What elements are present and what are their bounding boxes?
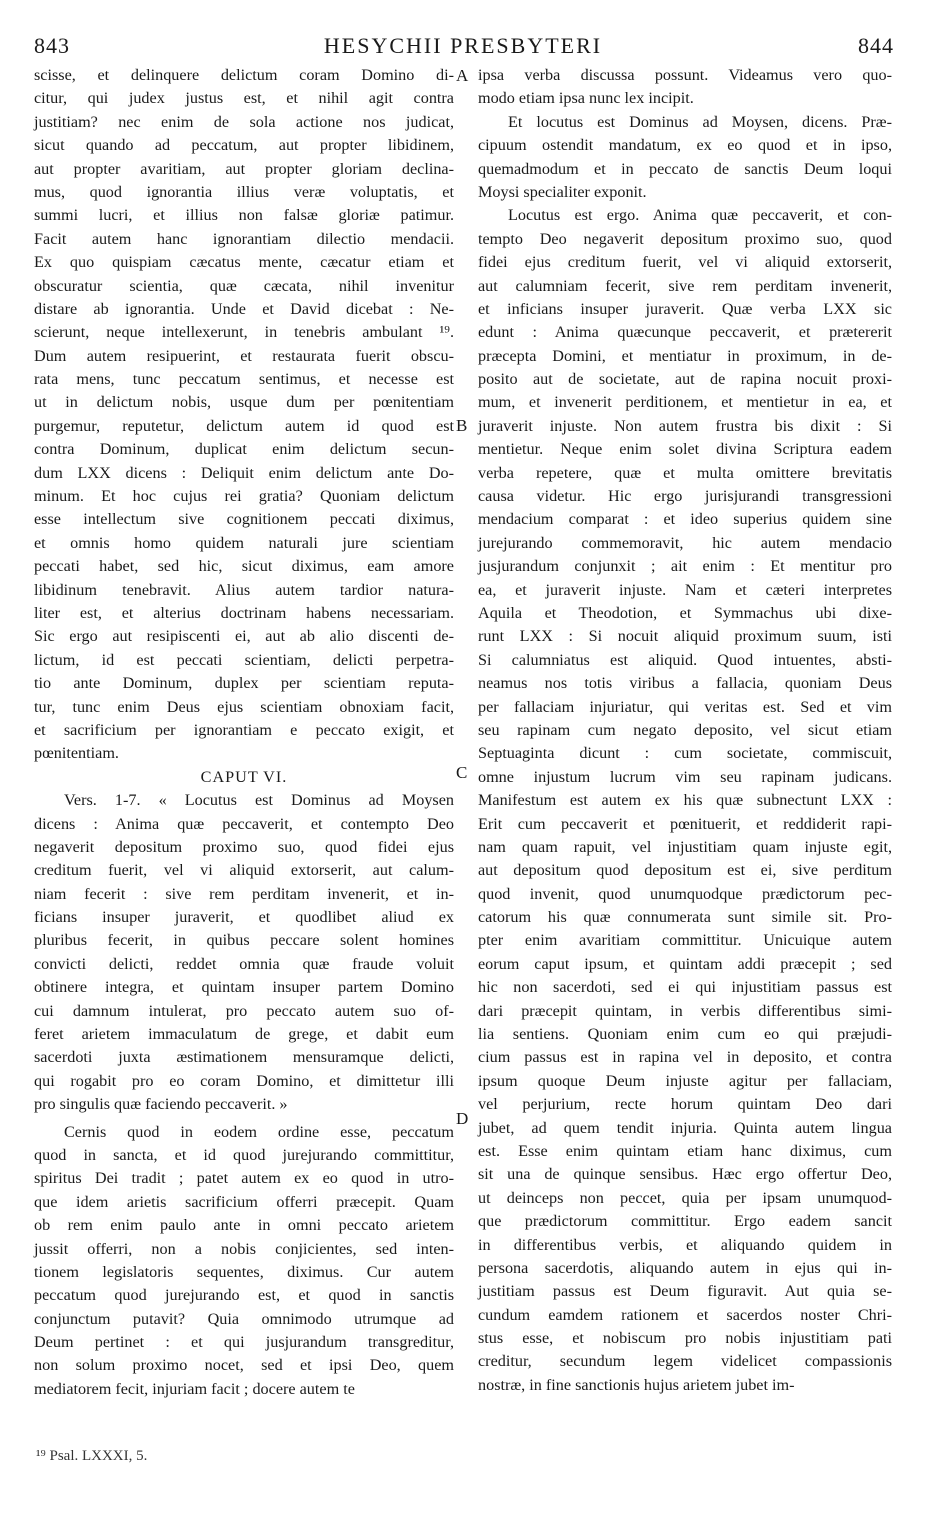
text-line: fidei ejus creditum fuerit, vel vi aliquid extorserit, [478, 253, 892, 272]
text-line: sicut quando ad peccatum, aut propter libidinem, [34, 136, 454, 155]
text-line: ea, et juraverit injuste. Nam et cæteri interpretes [478, 580, 892, 599]
text-line: runt LXX : Si nocuit aliquid proximum suum, isti [478, 627, 892, 646]
text-line: nam quam rapuit, vel injustitiam quam injuste egit, [478, 837, 892, 856]
text-line: edunt : Anima quæcunque peccaverit, et prætererit [478, 323, 892, 342]
text-line: ut in delictum nobis, usque dum per pœnitentiam [34, 393, 454, 412]
text-line: peccati habet, sed hic, sicut diximus, eam amore [34, 557, 454, 576]
page-number-right: 844 [858, 33, 894, 58]
text-line: omne injustum lucrum vim seu rapinam judicans. [478, 767, 892, 786]
margin-marker-b: B [456, 416, 468, 435]
text-line: Septuaginta dicunt : cum societate, commiscuit, [478, 744, 892, 763]
text-line: ficians insuper juraverit, et quodlibet aliud ex [34, 908, 454, 927]
text-line: cium passus est in rapina vel in deposito, et contra [478, 1048, 892, 1067]
text-line: tempto Deo negaverit depositum proximo suo, quod [478, 229, 892, 248]
text-line: distare ab ignorantia. Unde et David dicebat : Ne- [34, 299, 454, 318]
text-line: creditur, secundum legem videlicet compassionis [478, 1352, 892, 1371]
text-line: in differentibus verbis, et aliquando quidem in [478, 1235, 892, 1254]
text-line: creditum fuerit, vel vi aliquid extorserit, aut calum- [34, 861, 454, 880]
margin-marker-d: D [456, 1109, 469, 1128]
text-line: nostræ, in fine sanctionis hujus arietem jubet im- [478, 1375, 795, 1394]
text-line: mendacium comparat : et ideo superius quidem sine [478, 510, 892, 529]
text-line: justitiam? nec enim de sola actione nos judicat, [34, 112, 454, 131]
text-line: hic non sacerdoti, sed ei qui injustitiam passus est [478, 978, 892, 997]
text-line: et omnis homo quidem naturali jure scientiam [34, 533, 454, 552]
text-line: dari præcepit quintam, in verbis differentibus simi- [478, 1001, 892, 1020]
text-line: Ex quo quispiam cæcatus mente, cæcatur etiam et [34, 253, 454, 272]
right-column [478, 64, 892, 1397]
left-column [34, 64, 454, 1401]
text-line: purgemur, reputetur, delictum autem id quod est [34, 416, 454, 435]
chapter-heading: CAPUT VI. [200, 767, 288, 786]
text-line: ipsum quoque Deum injuste agitur per fallaciam, [478, 1071, 892, 1090]
text-line: convicti delicti, reddet omnia quæ fraude voluit [34, 954, 454, 973]
text-line: scierunt, neque intellexerunt, in tenebris ambulant ¹⁹. [34, 323, 454, 342]
text-line: causa videtur. Hic ergo jurisjurandi transgressioni [478, 487, 892, 506]
text-line: pluribus fecerit, in quibus peccare solent homines [34, 931, 454, 950]
text-line: non solum proximo nocet, sed et ipsi Deo, quem [34, 1356, 454, 1375]
text-line: dum LXX dicens : Deliquit enim delictum ante Do- [34, 463, 454, 482]
text-line: feret arietem immaculatum de grege, et dabit eum [34, 1025, 454, 1044]
text-line: justitiam passus est Deum figuravit. Aut quia se- [478, 1282, 892, 1301]
text-line: Sic ergo aut resipiscenti ei, aut ab alio discenti de- [34, 627, 454, 646]
text-line: sacerdoti juxta æstimationem mensuramque delicti, [34, 1048, 454, 1067]
text-line: tur, tunc enim Deus ejus scientiam obnoxiam facit, [34, 697, 454, 716]
text-line: verba repetere, quæ et multa omittere brevitatis [478, 463, 892, 482]
text-line: liter est, et alterius doctrinam habens necessariam. [34, 603, 454, 622]
text-line: que prædictorum committitur. Ergo eadem sancit [478, 1212, 892, 1231]
text-line: niam fecerit : sive rem perditam invenerit, et in- [34, 884, 454, 903]
margin-marker-c: C [456, 763, 468, 782]
text-line: peccatum quod jurejurando est, et quod in sanctis [34, 1286, 454, 1305]
text-line: scisse, et delinquere delictum coram Domino di- [34, 66, 454, 84]
text-line: cui damnum intulerat, pro peccato autem suo of- [34, 1001, 454, 1020]
text-line: mum, et invenerit perditionem, et mentietur in ea, et [478, 393, 892, 412]
text-line: lia sentiens. Quoniam enim cum eo qui præjudi- [478, 1025, 892, 1044]
text-line: sit una de quinque sensibus. Hæc ergo offertur Deo, [478, 1165, 892, 1184]
text-line: pter enim avaritiam committitur. Unicuique autem [478, 931, 892, 950]
text-line: vel perjurium, recte horum quintam Deo dari [478, 1095, 892, 1114]
text-line: aut depositum quod depositum est ei, sive perditum [478, 861, 892, 880]
text-line: Et locutus est Dominus ad Moysen, dicens. Præ- [508, 112, 892, 131]
text-line: qui rogabit pro eo coram Domino, et dimittetur illi [34, 1071, 454, 1090]
text-line: ipsa verba discussa possunt. Videamus vero quo- [478, 66, 892, 84]
text-line: aut calumniam fecerit, sive rem perditam invenerit, [478, 276, 892, 295]
text-line: obtinere integra, et quintam insuper partem Domino [34, 978, 454, 997]
text-line: ut deinceps non peccet, quia per ipsam unumquod- [478, 1188, 892, 1207]
text-line: lictum, id est peccati scientiam, delicti perpetra- [34, 650, 454, 669]
text-line: mus, quod ignorantia illius veræ voluptatis, et [34, 182, 454, 201]
text-line: Manifestum est autem ex his quæ subnectunt LXX : [478, 791, 892, 810]
text-line: contra Dominum, duplicat enim delictum secun- [34, 440, 454, 459]
text-line: præcepta Domini, et mentiatur in proximum, in de- [478, 346, 892, 365]
text-line: minum. Et hoc cujus rei gratia? Quoniam delictum [34, 487, 454, 506]
text-line: pro singulis quæ faciendo peccaverit. » [34, 1095, 288, 1114]
text-line: Vers. 1-7. « Locutus est Dominus ad Moysen [64, 791, 454, 810]
text-line: Locutus est ergo. Anima quæ peccaverit, et con- [508, 206, 892, 225]
running-title: HESYCHII PRESBYTERI [323, 33, 603, 58]
text-line: stus esse, et nobiscum pro nobis injustitiam pati [478, 1329, 892, 1348]
text-line: dicens : Anima quæ peccaverit, et contempto Deo [34, 814, 454, 833]
text-line: Facit autem hanc ignorantiam dilectio mendacii. [34, 229, 454, 248]
text-line: quemadmodum et in peccato de sanctis Deum loqui [478, 159, 892, 178]
text-line: jubet, ad quem tendit injuria. Quinta autem lingua [478, 1118, 892, 1137]
text-line: est. Esse enim quintam etiam hanc diximus, cum [478, 1141, 892, 1160]
text-line: Cernis quod in eodem ordine esse, peccatum [64, 1122, 454, 1141]
text-line: que idem arietis sacrificium offerri præcepit. Quam [34, 1192, 454, 1211]
text-line: Deum pertinet : et qui jusjurandum transgreditur, [34, 1333, 454, 1352]
text-line: conjunctum putavit? Quia omnimodo utrumque ad [34, 1309, 454, 1328]
text-line: quod in sancta, et id quod jurejurando committitur, [34, 1145, 454, 1164]
text-line: Si calumniatus est aliquid. Quod intuentes, absti- [478, 650, 892, 669]
text-line: eorum caput ipsum, et quintam addi præcepit ; sed [478, 954, 892, 973]
text-line: esse intellectum sive cognitionem peccati diximus, [34, 510, 454, 529]
text-line: Moysi specialiter exponit. [478, 182, 647, 201]
text-line: Erit cum peccaverit et pœnituerit, et reddiderit rapi- [478, 814, 892, 833]
text-line: summi lucri, et illius non falsæ gloriæ patimur. [34, 206, 454, 225]
text-line: cipuum ostendit mandatum, ex eo quod et in ipso, [478, 136, 892, 155]
text-line: per fallaciam injuriatur, qui veritas est. Sed et vim [478, 697, 892, 716]
text-line: tionem legislatoris sequentes, diximus. Cur autem [34, 1262, 454, 1281]
text-line: mentietur. Neque enim solet divina Scriptura eadem [478, 440, 892, 459]
text-line: mediatorem fecit, injuriam facit ; docere autem te [34, 1379, 355, 1398]
text-line: jurejurando commemoravit, hic autem mendacio [478, 533, 892, 552]
text-line: posito aut de societate, aut de rapina nocuit proxi- [478, 370, 892, 389]
footnote: ¹⁹ Psal. LXXXI, 5. [36, 1448, 148, 1464]
page-number-left: 843 [34, 33, 70, 58]
text-line: obscuratur scientia, quæ cæcata, nihil invenitur [34, 276, 454, 295]
text-line: citur, qui judex justus est, et nihil agit contra [34, 89, 454, 108]
text-line: jusjurandum conjunxit ; ait enim : Et mentitur pro [478, 557, 892, 576]
text-line: Dum autem resipuerint, et restaurata fuerit obscu- [34, 346, 454, 365]
text-line: pœnitentiam. [34, 744, 119, 763]
text-line: quod invenit, quod unumquodque prædictorum pec- [478, 884, 892, 903]
text-line: spiritus Dei tradit ; patet autem ex eo quod in utro- [34, 1169, 454, 1188]
margin-marker-a: A [456, 66, 469, 85]
text-line: jussit offerri, non a nobis conjicientes, sed inten- [34, 1239, 454, 1258]
text-line: catorum his quæ connumerata sunt simile sit. Pro- [478, 908, 892, 927]
text-line: tio ante Dominum, duplex per scientiam reputa- [34, 674, 454, 693]
text-line: cundum eamdem rationem et sacerdos noster Chri- [478, 1305, 892, 1324]
text-line: neamus nos totis viribus a fallacia, quoniam Deus [478, 674, 892, 693]
text-line: ob rem enim paulo ante in omni peccato arietem [34, 1216, 454, 1235]
text-line: persona sacerdotis, aliquando autem in ejus qui in- [478, 1258, 892, 1277]
text-line: et inficians insuper juraverit. Quæ verba LXX sic [478, 299, 892, 318]
text-line: Aquila et Theodotion, et Symmachus ubi dixe- [478, 603, 892, 622]
text-line: modo etiam ipsa nunc lex incipit. [478, 89, 694, 108]
text-line: rata mens, tunc peccatum sentimus, et necesse est [34, 370, 454, 389]
text-line: et sacrificium per ignorantiam e peccato exigit, et [34, 720, 454, 739]
text-line: seu rapinam cum negato deposito, vel sicut etiam [478, 720, 892, 739]
text-line: aut propter avaritiam, aut propter gloriam declina- [34, 159, 454, 178]
text-line: negaverit depositum proximo suo, quod fidei ejus [34, 837, 454, 856]
text-line: libidinum tenebravit. Alius autem tardior natura- [34, 580, 454, 599]
text-line: juraverit injuste. Non autem frustra bis dixit : Si [478, 416, 892, 435]
